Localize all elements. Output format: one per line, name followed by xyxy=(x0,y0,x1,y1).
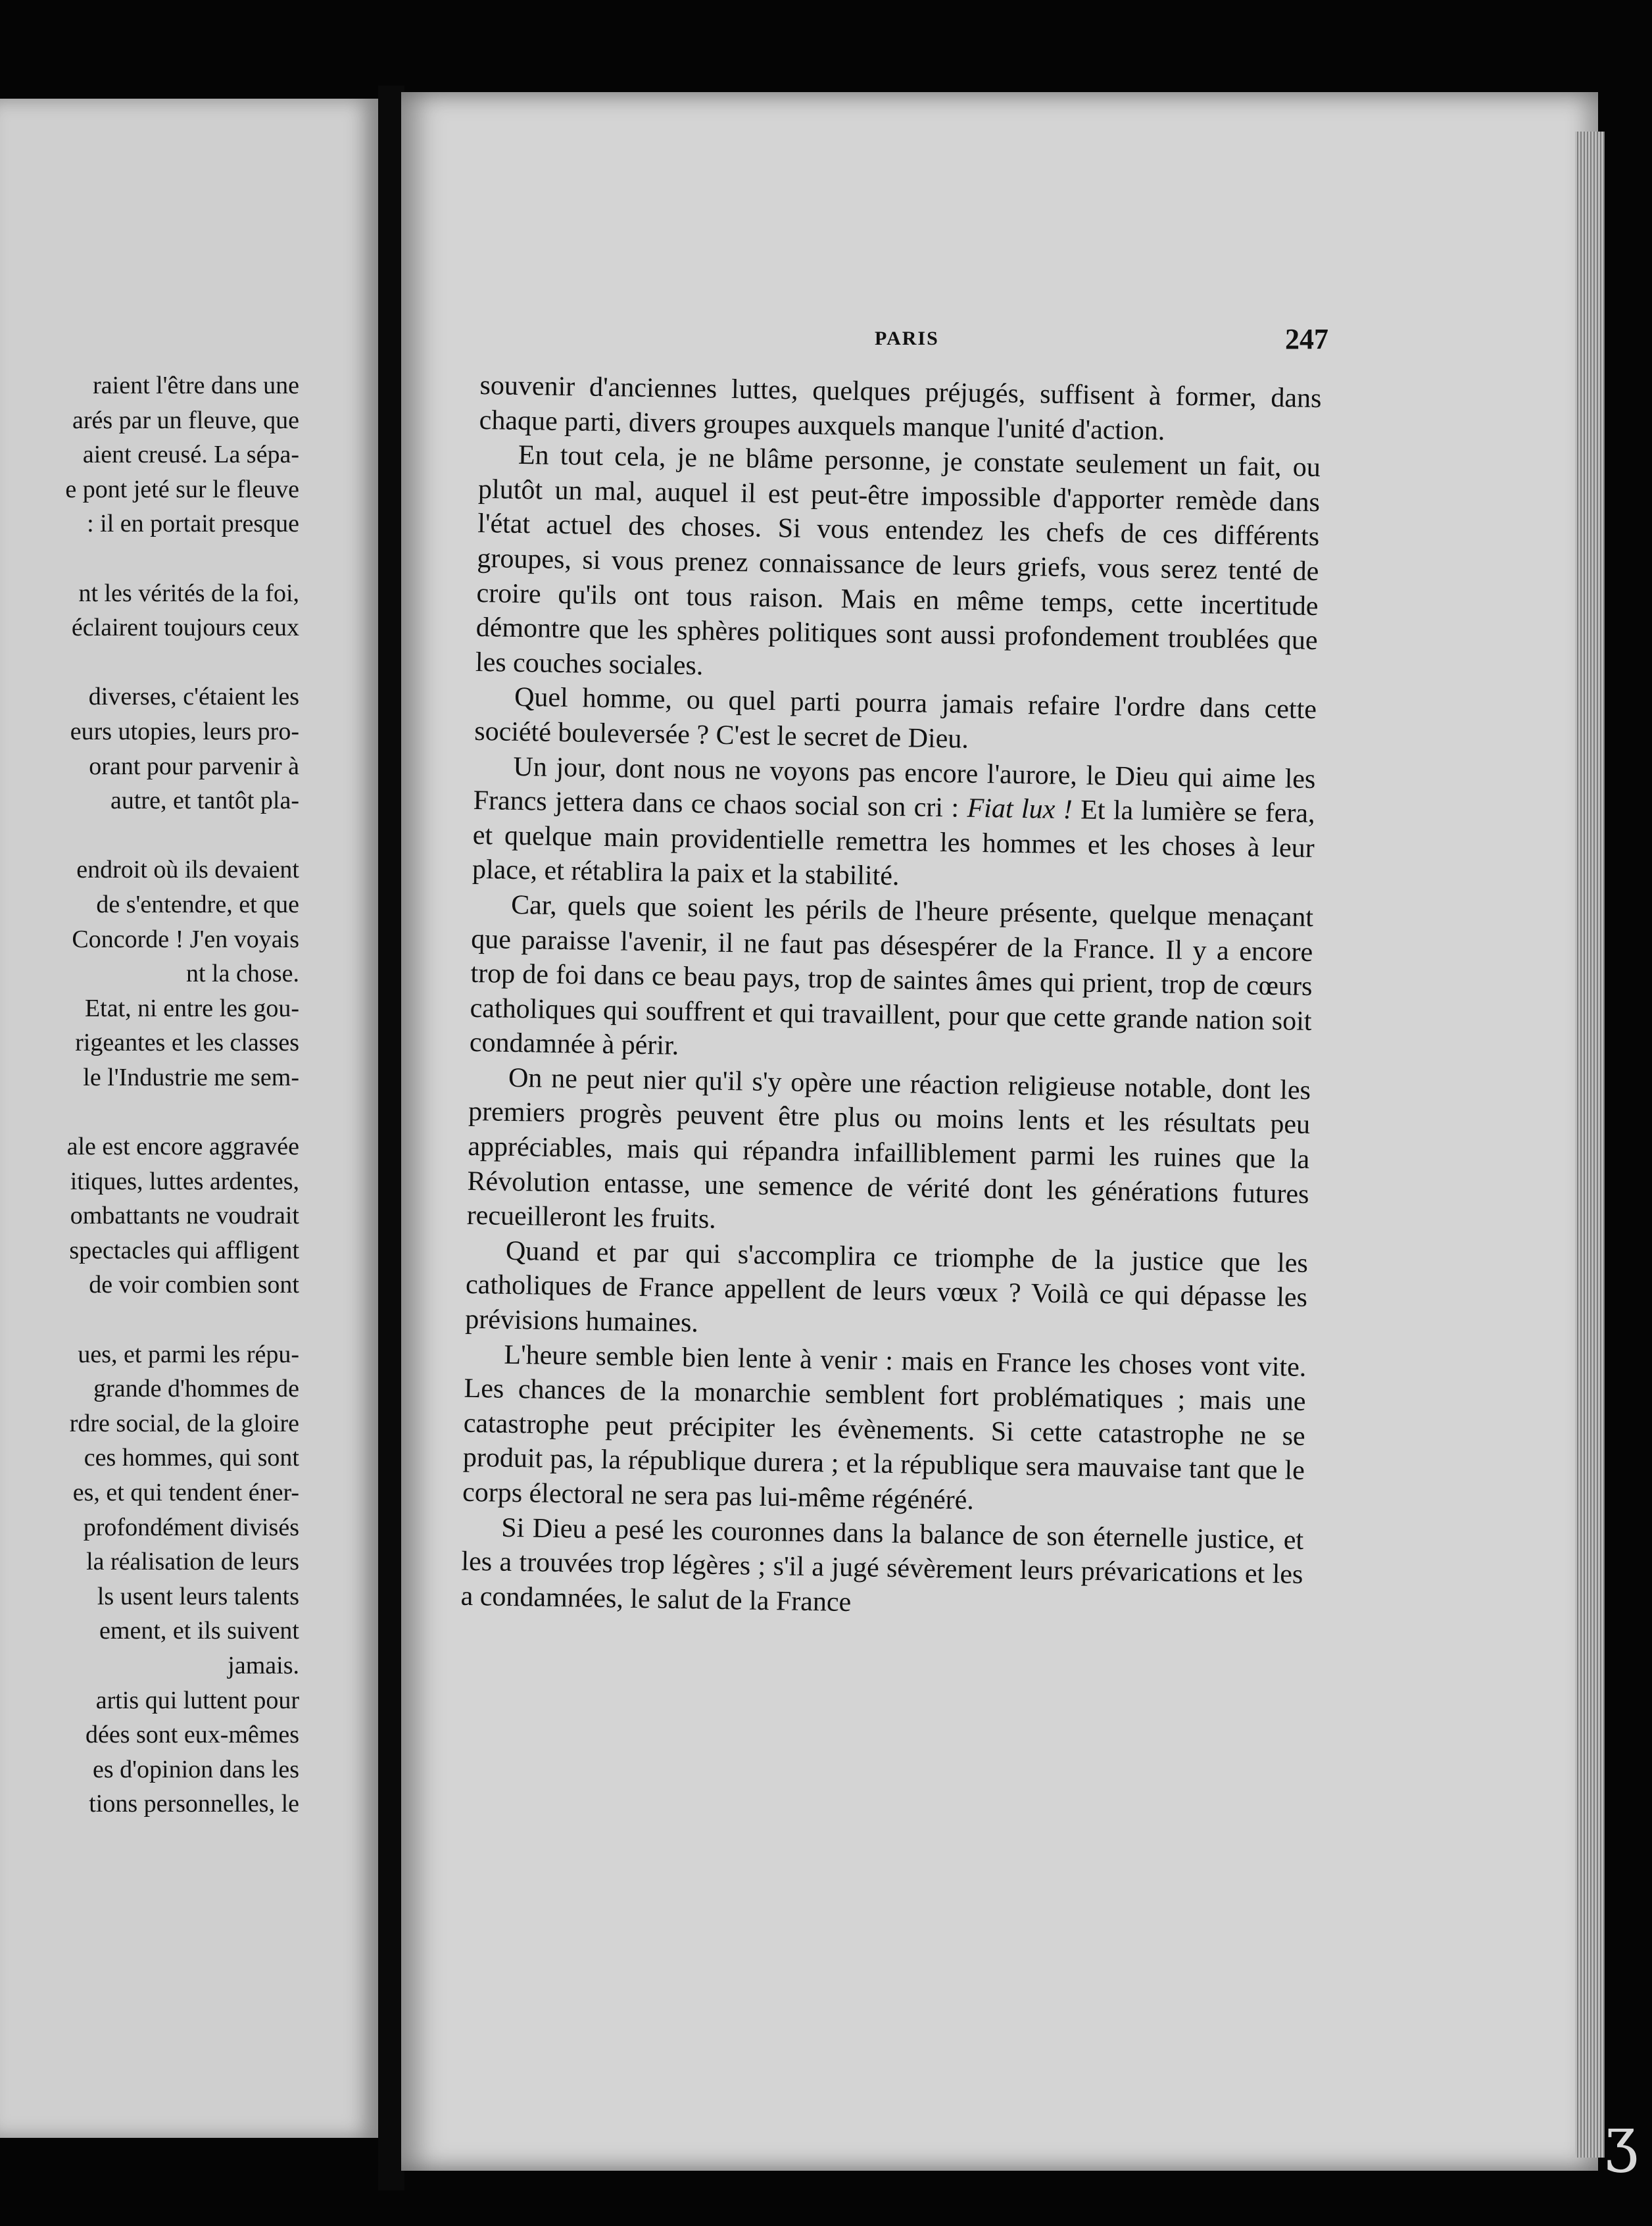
left-text-line: ls usent leurs talents xyxy=(97,1582,299,1610)
left-text-line: ement, et ils suivent xyxy=(99,1617,299,1645)
left-text-line: endroit où ils devaient xyxy=(76,856,299,884)
left-text-line: orant pour parvenir à xyxy=(89,752,299,780)
paragraph: Quel homme, ou quel parti pourra jamais refaire l'ordre dans cette société bouleversée ? C'est le secret de Dieu. xyxy=(474,682,1317,754)
italic-phrase: Fiat lux ! xyxy=(967,793,1073,826)
book-gutter xyxy=(378,86,404,2190)
left-text-line: ces hommes, qui sont xyxy=(84,1444,299,1472)
left-text-line: es d'opinion dans les xyxy=(93,1755,299,1783)
paragraph: Si Dieu a pesé les couronnes dans la balance de son éternelle justice, et les a trouvées trop légères ; s'il a jugé sévèrement leurs prévarications et les a condamnées, le salut de la France xyxy=(460,1512,1304,1618)
left-text-line: eurs utopies, leurs pro- xyxy=(70,717,299,745)
left-text-line: profondément divisés xyxy=(83,1513,299,1541)
paragraph: souvenir d'anciennes luttes, quelques préjugés, suffisent à former, dans chaque parti, divers groupes auxquels manque l'unité d'action. xyxy=(479,370,1322,446)
left-text-line xyxy=(0,1302,299,1337)
paragraph-text: Un jour, dont nous ne voyons pas encore l'aurore, le Dieu qui aime les Francs jettera dans ce chaos social son cri : xyxy=(473,751,1316,824)
left-text-line: rigeantes et les classes xyxy=(75,1029,299,1057)
left-text-line: : il en portait presque xyxy=(87,510,299,538)
left-text-line: diverses, c'étaient les xyxy=(88,683,299,711)
left-text-line: nt la chose. xyxy=(185,960,299,988)
left-text-line: de s'entendre, et que xyxy=(96,890,299,918)
paragraph: Car, quels que soient les périls de l'heure présente, quelque menaçant que paraisse l'avenir, il ne faut pas désespérer de la France. Il y a encore trop de foi dans ce beau pays, trop de saintes âmes qui prient, trop de cœurs catholiques qui souffrent et qui travaillent, pour que cette grande nation soit condamnée à périr. xyxy=(469,889,1314,1062)
running-head: PARIS xyxy=(875,328,939,349)
page-number: 247 xyxy=(1285,323,1328,355)
left-text-line: autre, et tantôt pla- xyxy=(110,787,299,815)
left-text-line: spectacles qui affligent xyxy=(69,1236,299,1264)
left-text-line: arés par un fleuve, que xyxy=(72,406,299,434)
left-text-line xyxy=(0,818,299,853)
left-text-line: ues, et parmi les répu- xyxy=(78,1340,299,1368)
right-page-body xyxy=(460,368,1322,1627)
left-text-line: Concorde ! J'en voyais xyxy=(72,925,299,953)
left-text-line: nt les vérités de la foi, xyxy=(78,579,299,607)
left-text-line: la réalisation de leurs xyxy=(86,1548,299,1576)
paragraph: En tout cela, je ne blâme personne, je constate seulement un fait, ou plutôt un mal, auquel il est peut-être impossible d'apporter remède dans l'état actuel des choses. Si vous entendez les chefs de ces différents groupes, si vous prenez connaissance de leurs griefs, vous serez tenté de croire qu'ils ont tous raison. Mais en même temps, cette incertitude démontre que les sphères politiques sont aussi profondement troublées que les couches sociales. xyxy=(475,440,1321,681)
paragraph xyxy=(472,749,1316,900)
left-text-line: le l'Industrie me sem- xyxy=(83,1063,299,1091)
left-text-line: grande d'hommes de xyxy=(93,1375,299,1403)
left-text-line: de voir combien sont xyxy=(89,1271,299,1299)
left-text-line xyxy=(0,645,299,680)
left-text-line: itiques, luttes ardentes, xyxy=(70,1167,299,1195)
paragraph: Quand et par qui s'accomplira ce triomphe de la justice que les catholiques de France appellent de leurs vœux ? Voilà ce qui dépasse les prévisions humaines. xyxy=(464,1235,1309,1339)
left-text-line: es, et qui tendent éner- xyxy=(72,1479,299,1506)
margin-mark: ʒ xyxy=(1605,2105,1638,2174)
left-text-line: artis qui luttent pour xyxy=(95,1686,299,1714)
left-text-line: rdre social, de la gloire xyxy=(69,1409,299,1437)
left-text-line: ombattants ne voudrait xyxy=(70,1202,299,1230)
page-edge-stack xyxy=(1575,132,1605,2158)
left-text-line: éclairent toujours ceux xyxy=(71,614,299,642)
left-page-text-column xyxy=(0,368,299,1821)
left-text-line: aient creusé. La sépa- xyxy=(82,441,299,469)
left-text-line: Etat, ni entre les gou- xyxy=(84,994,299,1022)
left-text-line: ale est encore aggravée xyxy=(66,1133,299,1161)
paragraph: L'heure semble bien lente à venir : mais en France les choses vont vite. Les chances de la monarchie semblent fort problématiques ; mais une catastrophe peut précipiter les évènements. Si cette catastrophe ne se produit pas, la république durera ; et la république sera mauvaise tant que le corps électoral ne sera pas lui-même régénéré. xyxy=(462,1339,1307,1516)
left-text-line xyxy=(0,541,299,576)
paragraph: On ne peut nier qu'il s'y opère une réaction religieuse notable, dont les premiers progrès peuvent être plus ou moins lents et les résultats peu appréciables, mais qui répandra infailliblement parmi les ruines que la Révolution entasse, une semence de vérité dont les générations futures recueilleront les fruits. xyxy=(466,1062,1311,1235)
left-text-line xyxy=(0,1095,299,1129)
left-text-line: raient l'être dans une xyxy=(93,372,299,399)
left-text-line: dées sont eux-mêmes xyxy=(85,1721,299,1749)
left-text-line: tions personnelles, le xyxy=(89,1790,299,1818)
left-text-line: jamais. xyxy=(228,1651,299,1679)
left-text-line: e pont jeté sur le fleuve xyxy=(65,475,299,503)
paragraph-text: Et la lumière se fera, et quelque main providentielle remettra les hommes et les choses à leur place, et rétablira la paix et la stabilité. xyxy=(472,795,1315,892)
